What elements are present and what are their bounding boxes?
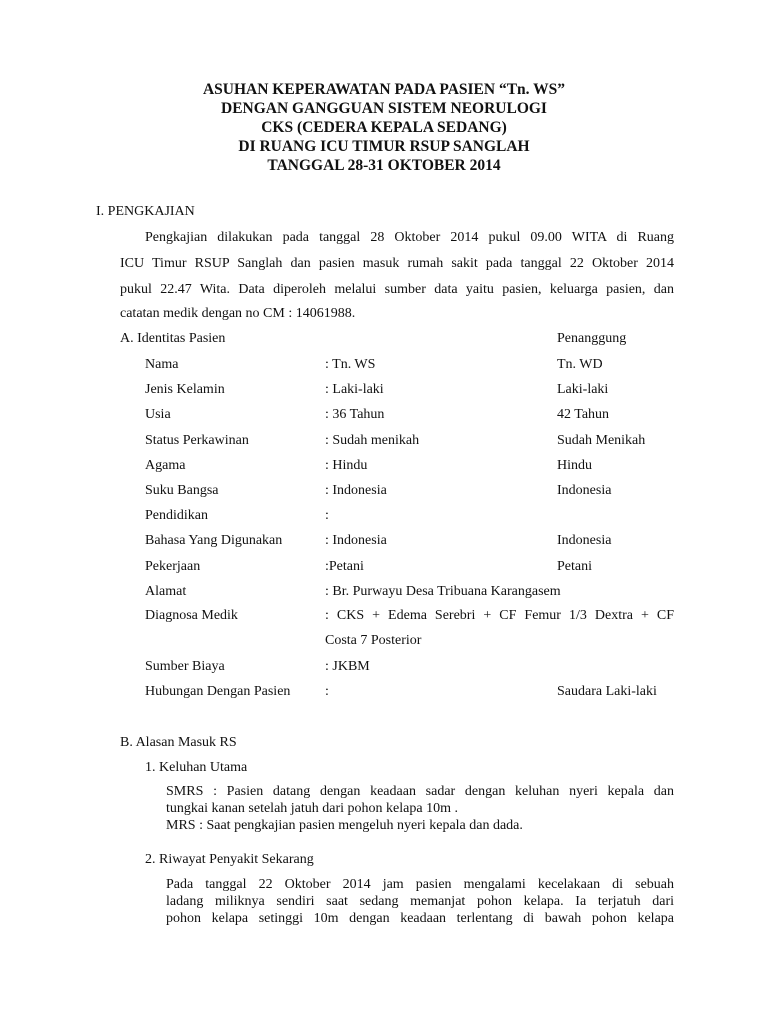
penanggung-value: Hindu [557,458,592,473]
identitas-value: : Indonesia [325,533,387,548]
identitas-label: Pekerjaan [145,559,201,574]
document-title-line-3: CKS (CEDERA KEPALA SEDANG) [261,119,507,136]
identitas-label: Agama [145,458,186,473]
identitas-value: : Br. Purwayu Desa Tribuana Karangasem [325,584,561,599]
diagnosa-value: : CKS + Edema Serebri + CF Femur 1/3 Dextra + CF [325,608,674,623]
penanggung-value: Petani [557,559,592,574]
sumber-biaya-label: Sumber Biaya [145,659,225,674]
identitas-label: Jenis Kelamin [145,382,225,397]
hubungan-label: Hubungan Dengan Pasien [145,684,291,699]
pengkajian-paragraph-line: pukul 22.47 Wita. Data diperoleh melalui sumber data yaitu pasien, keluarga pasien, dan [120,282,674,297]
identitas-label: Usia [145,407,171,422]
identitas-value: : [325,508,329,523]
document-title-line-5: TANGGAL 28-31 OKTOBER 2014 [267,157,501,174]
identitas-label: Alamat [145,584,187,599]
penanggung-value: 42 Tahun [557,407,610,422]
riwayat-line: pohon kelapa setinggi 10m dengan keadaan terlentang di bawah pohon kelapa [166,911,674,926]
section-heading-pengkajian: I. PENGKAJIAN [96,204,195,219]
identitas-value: : Indonesia [325,483,387,498]
penanggung-value: Indonesia [557,533,612,548]
identitas-heading: A. Identitas Pasien [120,331,226,346]
penanggung-heading: Penanggung [557,331,627,346]
penanggung-value: Laki-laki [557,382,609,397]
keluhan-mrs-line: MRS : Saat pengkajian pasien mengeluh nyeri kepala dan dada. [166,818,523,833]
riwayat-line: ladang miliknya sendiri saat sedang memanjat pohon kelapa. Ia terjatuh dari [166,894,674,909]
document-title-line-1: ASUHAN KEPERAWATAN PADA PASIEN “Tn. WS” [202,81,565,98]
identitas-label: Bahasa Yang Digunakan [145,533,283,548]
identitas-value: : Tn. WS [325,357,376,372]
keluhan-smrs-line: tungkai kanan setelah jatuh dari pohon kelapa 10m . [166,801,458,816]
document-title-line-2: DENGAN GANGGUAN SISTEM NEORULOGI [221,100,547,117]
riwayat-line: Pada tanggal 22 Oktober 2014 jam pasien mengalami kecelakaan di sebuah [166,877,674,892]
document-title-line-4: DI RUANG ICU TIMUR RSUP SANGLAH [238,138,530,155]
identitas-value: : Hindu [325,458,368,473]
identitas-label: Nama [145,357,179,372]
hubungan-value: : [325,684,329,699]
keluhan-utama-heading: 1. Keluhan Utama [145,760,248,775]
riwayat-heading: 2. Riwayat Penyakit Sekarang [145,852,314,867]
pengkajian-paragraph-line: Pengkajian dilakukan pada tanggal 28 Oktober 2014 pukul 09.00 WITA di Ruang [145,230,674,245]
hubungan-penanggung: Saudara Laki-laki [557,684,657,699]
diagnosa-label: Diagnosa Medik [145,608,238,623]
alasan-heading: B. Alasan Masuk RS [120,735,237,750]
sumber-biaya-value: : JKBM [325,659,370,674]
identitas-label: Status Perkawinan [145,433,249,448]
diagnosa-value-continued: Costa 7 Posterior [325,633,422,648]
identitas-value: : Sudah menikah [325,433,420,448]
pengkajian-paragraph-line: ICU Timur RSUP Sanglah dan pasien masuk rumah sakit pada tanggal 22 Oktober 2014 [120,256,674,271]
identitas-value: : 36 Tahun [325,407,385,422]
identitas-label: Pendidikan [145,508,208,523]
keluhan-smrs-line: SMRS : Pasien datang dengan keadaan sadar dengan keluhan nyeri kepala dan [166,784,674,799]
identitas-label: Suku Bangsa [145,483,219,498]
identitas-value: : Laki-laki [325,382,384,397]
pengkajian-paragraph-line: catatan medik dengan no CM : 14061988. [120,306,356,321]
penanggung-value: Sudah Menikah [557,433,646,448]
identitas-value: :Petani [325,559,364,574]
penanggung-value: Indonesia [557,483,612,498]
penanggung-value: Tn. WD [557,357,603,372]
